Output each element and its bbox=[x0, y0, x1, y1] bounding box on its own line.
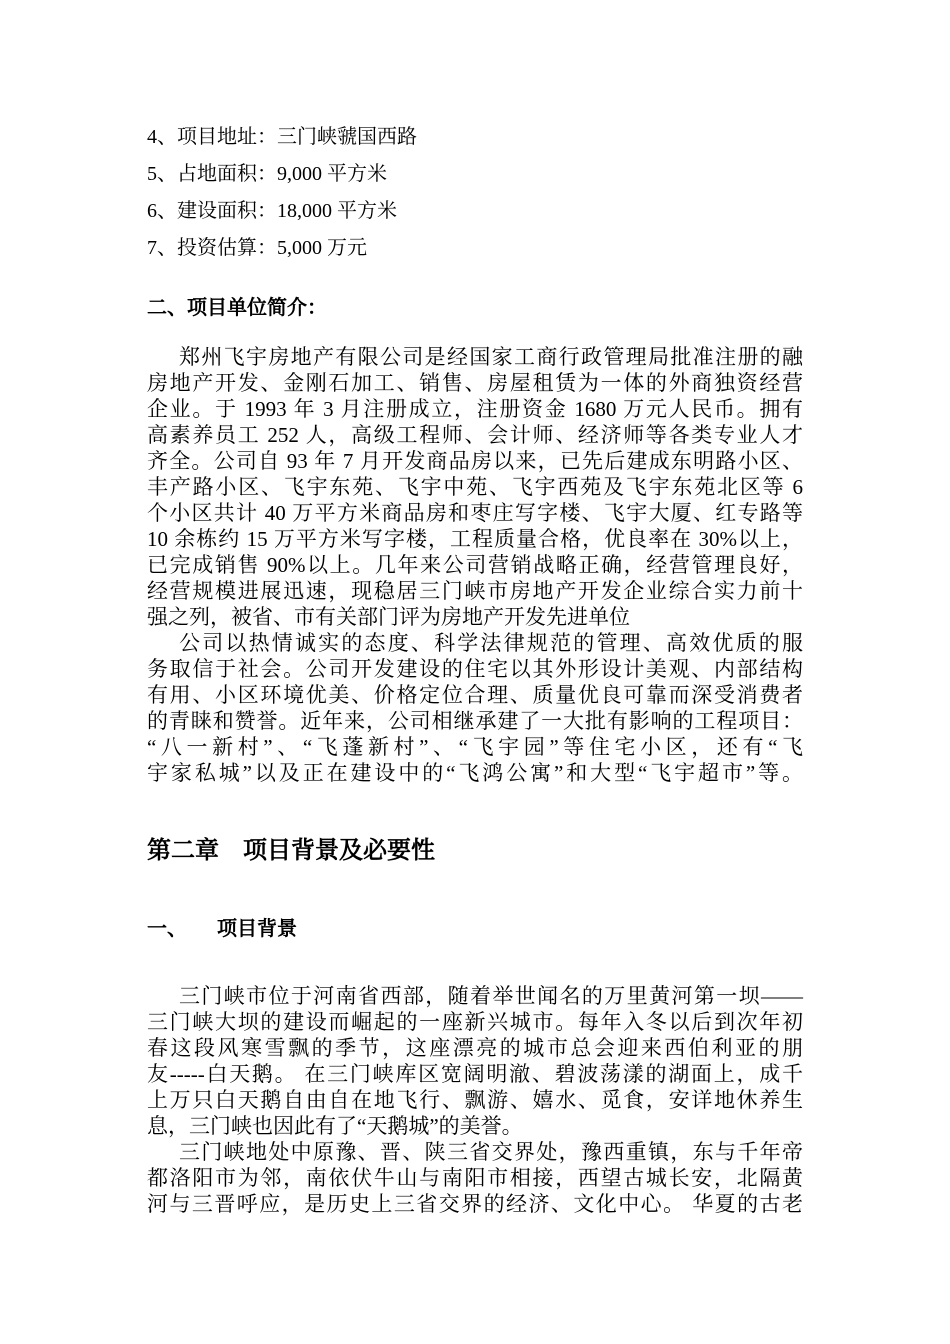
text-line: 已完成销售 90%以上。几年来公司营销战略正确，经营管理良好， bbox=[147, 553, 803, 577]
text-line: 10 余栋约 15 万平方米写字楼，工程质量合格，优良率在 30%以上， bbox=[147, 527, 803, 551]
text-line: 河与三晋呼应，是历史上三省交界的经济、文化中心。 华夏的古老 bbox=[147, 1192, 803, 1216]
text-line: 郑州飞宇房地产有限公司是经国家工商行政管理局批准注册的融 bbox=[179, 345, 803, 369]
text-line: 三门峡市位于河南省西部，随着举世闻名的万里黄河第一坝—— bbox=[179, 984, 803, 1008]
text-line: 丰产路小区、飞宇东苑、飞宇中苑、飞宇西苑及飞宇东苑北区等 6 bbox=[147, 475, 803, 499]
text-line: 公司以热情诚实的态度、科学法律规范的管理、高效优质的服 bbox=[179, 631, 803, 655]
text-line: 息，三门峡也因此有了“天鹅城”的美誉。 bbox=[147, 1114, 523, 1138]
section-heading: 二、项目单位简介： bbox=[147, 297, 327, 319]
list-item: 6、建设面积：18,000 平方米 bbox=[147, 200, 397, 222]
text-line: 经营规模进展迅速，现稳居三门峡市房地产开发企业综合实力前十 bbox=[147, 579, 803, 603]
list-item: 5、占地面积：9,000 平方米 bbox=[147, 163, 387, 185]
text-line: 三门峡地处中原豫、晋、陕三省交界处，豫西重镇，东与千年帝 bbox=[179, 1140, 803, 1164]
text-line: 高素养员工 252 人，高级工程师、会计师、经济师等各类专业人才 bbox=[147, 423, 803, 447]
text-line: 齐全。公司自 93 年 7 月开发商品房以来，已先后建成东明路小区、 bbox=[147, 449, 803, 473]
text-line: 企业。于 1993 年 3 月注册成立，注册资金 1680 万元人民币。拥有 bbox=[147, 397, 803, 421]
text-line: 春这段风寒雪飘的季节，这座漂亮的城市总会迎来西伯利亚的朋 bbox=[147, 1036, 803, 1060]
text-line: 强之列，被省、市有关部门评为房地产开发先进单位 bbox=[147, 605, 630, 629]
text-line: 有用、小区环境优美、价格定位合理、质量优良可靠而深受消费者 bbox=[147, 683, 803, 707]
text-line: 务取信于社会。公司开发建设的住宅以其外形设计美观、内部结构 bbox=[147, 657, 803, 681]
section-heading: 一、 项目背景 bbox=[147, 918, 297, 940]
text-line: 个小区共计 40 万平方米商品房和枣庄写字楼、飞宇大厦、红专路等 bbox=[147, 501, 803, 525]
text-line: 房地产开发、金刚石加工、销售、房屋租赁为一体的外商独资经营 bbox=[147, 371, 803, 395]
text-line: 的青睐和赞誉。近年来，公司相继承建了一大批有影响的工程项目： bbox=[147, 709, 803, 733]
list-item: 7、投资估算：5,000 万元 bbox=[147, 237, 367, 259]
list-item: 4、项目地址：三门峡虢国西路 bbox=[147, 126, 417, 148]
text-line: 上万只白天鹅自由自在地飞行、飘游、嬉水、觅食，安详地休养生 bbox=[147, 1088, 803, 1112]
text-line: 宇家私城”以及正在建设中的“飞鸿公寓”和大型“飞宇超市”等。 bbox=[147, 761, 803, 785]
text-line: 都洛阳市为邻，南依伏牛山与南阳市相接，西望古城长安，北隔黄 bbox=[147, 1166, 803, 1190]
text-line: 友-----白天鹅。 在三门峡库区宽阔明澈、碧波荡漾的湖面上，成千 bbox=[147, 1062, 803, 1086]
chapter-heading: 第二章 项目背景及必要性 bbox=[147, 838, 435, 864]
text-line: “八一新村”、“飞蓬新村”、“飞宇园”等住宅小区，还有“飞 bbox=[147, 735, 803, 759]
text-line: 三门峡大坝的建设而崛起的一座新兴城市。每年入冬以后到次年初 bbox=[147, 1010, 803, 1034]
